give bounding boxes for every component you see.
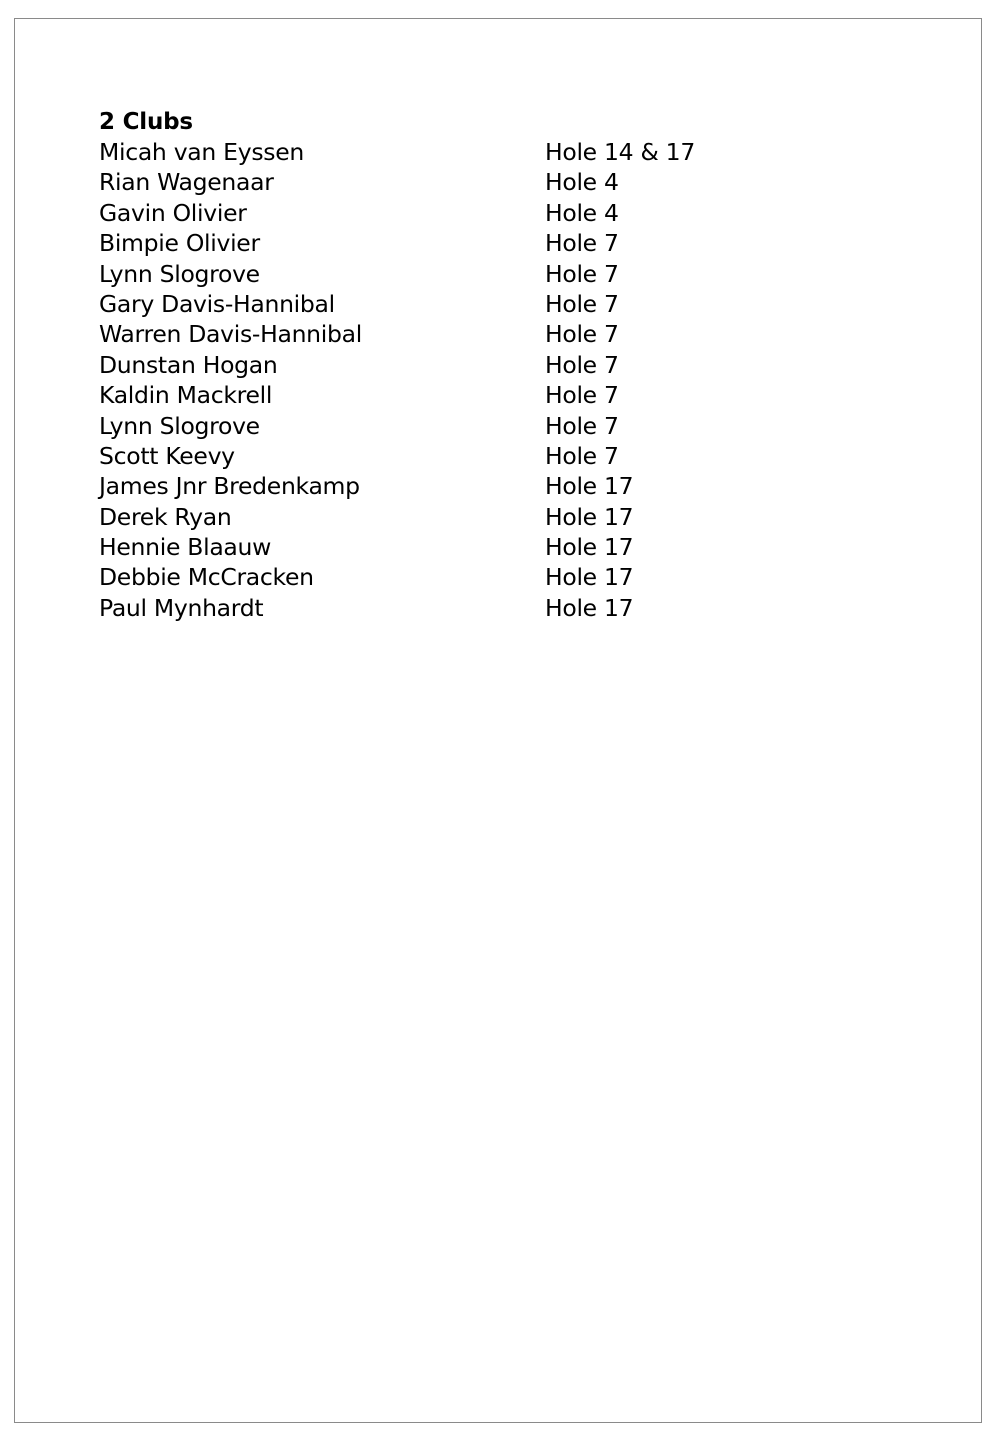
hole-value: Hole 7 <box>545 289 619 318</box>
list-item <box>99 289 899 319</box>
hole-value: Hole 4 <box>545 168 619 197</box>
hole-value: Hole 7 <box>545 350 619 379</box>
document-content <box>99 107 899 623</box>
document-page <box>14 18 982 1423</box>
list-item <box>99 532 899 562</box>
list-item <box>99 502 899 532</box>
list-item <box>99 441 899 471</box>
hole-value: Hole 17 <box>545 533 634 562</box>
player-name: Lynn Slogrove <box>99 259 260 288</box>
player-name: Hennie Blaauw <box>99 533 272 562</box>
list-item <box>99 562 899 592</box>
list-item <box>99 167 899 197</box>
player-name: James Jnr Bredenkamp <box>99 472 360 501</box>
list-item <box>99 137 899 167</box>
player-name: Gavin Olivier <box>99 198 247 227</box>
section-title: 2 Clubs <box>99 109 193 135</box>
player-name: Scott Keevy <box>99 441 235 470</box>
hole-value: Hole 17 <box>545 593 634 622</box>
entries-list <box>99 137 899 623</box>
hole-value: Hole 17 <box>545 472 634 501</box>
list-item <box>99 198 899 228</box>
hole-value: Hole 7 <box>545 229 619 258</box>
player-name: Lynn Slogrove <box>99 411 260 440</box>
player-name: Warren Davis-Hannibal <box>99 320 362 349</box>
player-name: Kaldin Mackrell <box>99 381 273 410</box>
list-item <box>99 228 899 258</box>
list-item <box>99 411 899 441</box>
player-name: Bimpie Olivier <box>99 229 260 258</box>
player-name: Debbie McCracken <box>99 563 314 592</box>
hole-value: Hole 17 <box>545 563 634 592</box>
hole-value: Hole 17 <box>545 502 634 531</box>
list-item <box>99 471 899 501</box>
hole-value: Hole 7 <box>545 381 619 410</box>
player-name: Derek Ryan <box>99 502 232 531</box>
list-item <box>99 380 899 410</box>
list-item <box>99 319 899 349</box>
player-name: Rian Wagenaar <box>99 168 274 197</box>
list-item <box>99 259 899 289</box>
list-item <box>99 593 899 623</box>
player-name: Paul Mynhardt <box>99 593 264 622</box>
player-name: Gary Davis-Hannibal <box>99 289 335 318</box>
hole-value: Hole 7 <box>545 441 619 470</box>
hole-value: Hole 7 <box>545 411 619 440</box>
hole-value: Hole 4 <box>545 198 619 227</box>
list-item <box>99 350 899 380</box>
player-name: Micah van Eyssen <box>99 138 304 166</box>
hole-value: Hole 7 <box>545 259 619 288</box>
hole-value: Hole 7 <box>545 320 619 349</box>
hole-value: Hole 14 & 17 <box>545 138 695 166</box>
player-name: Dunstan Hogan <box>99 350 278 379</box>
